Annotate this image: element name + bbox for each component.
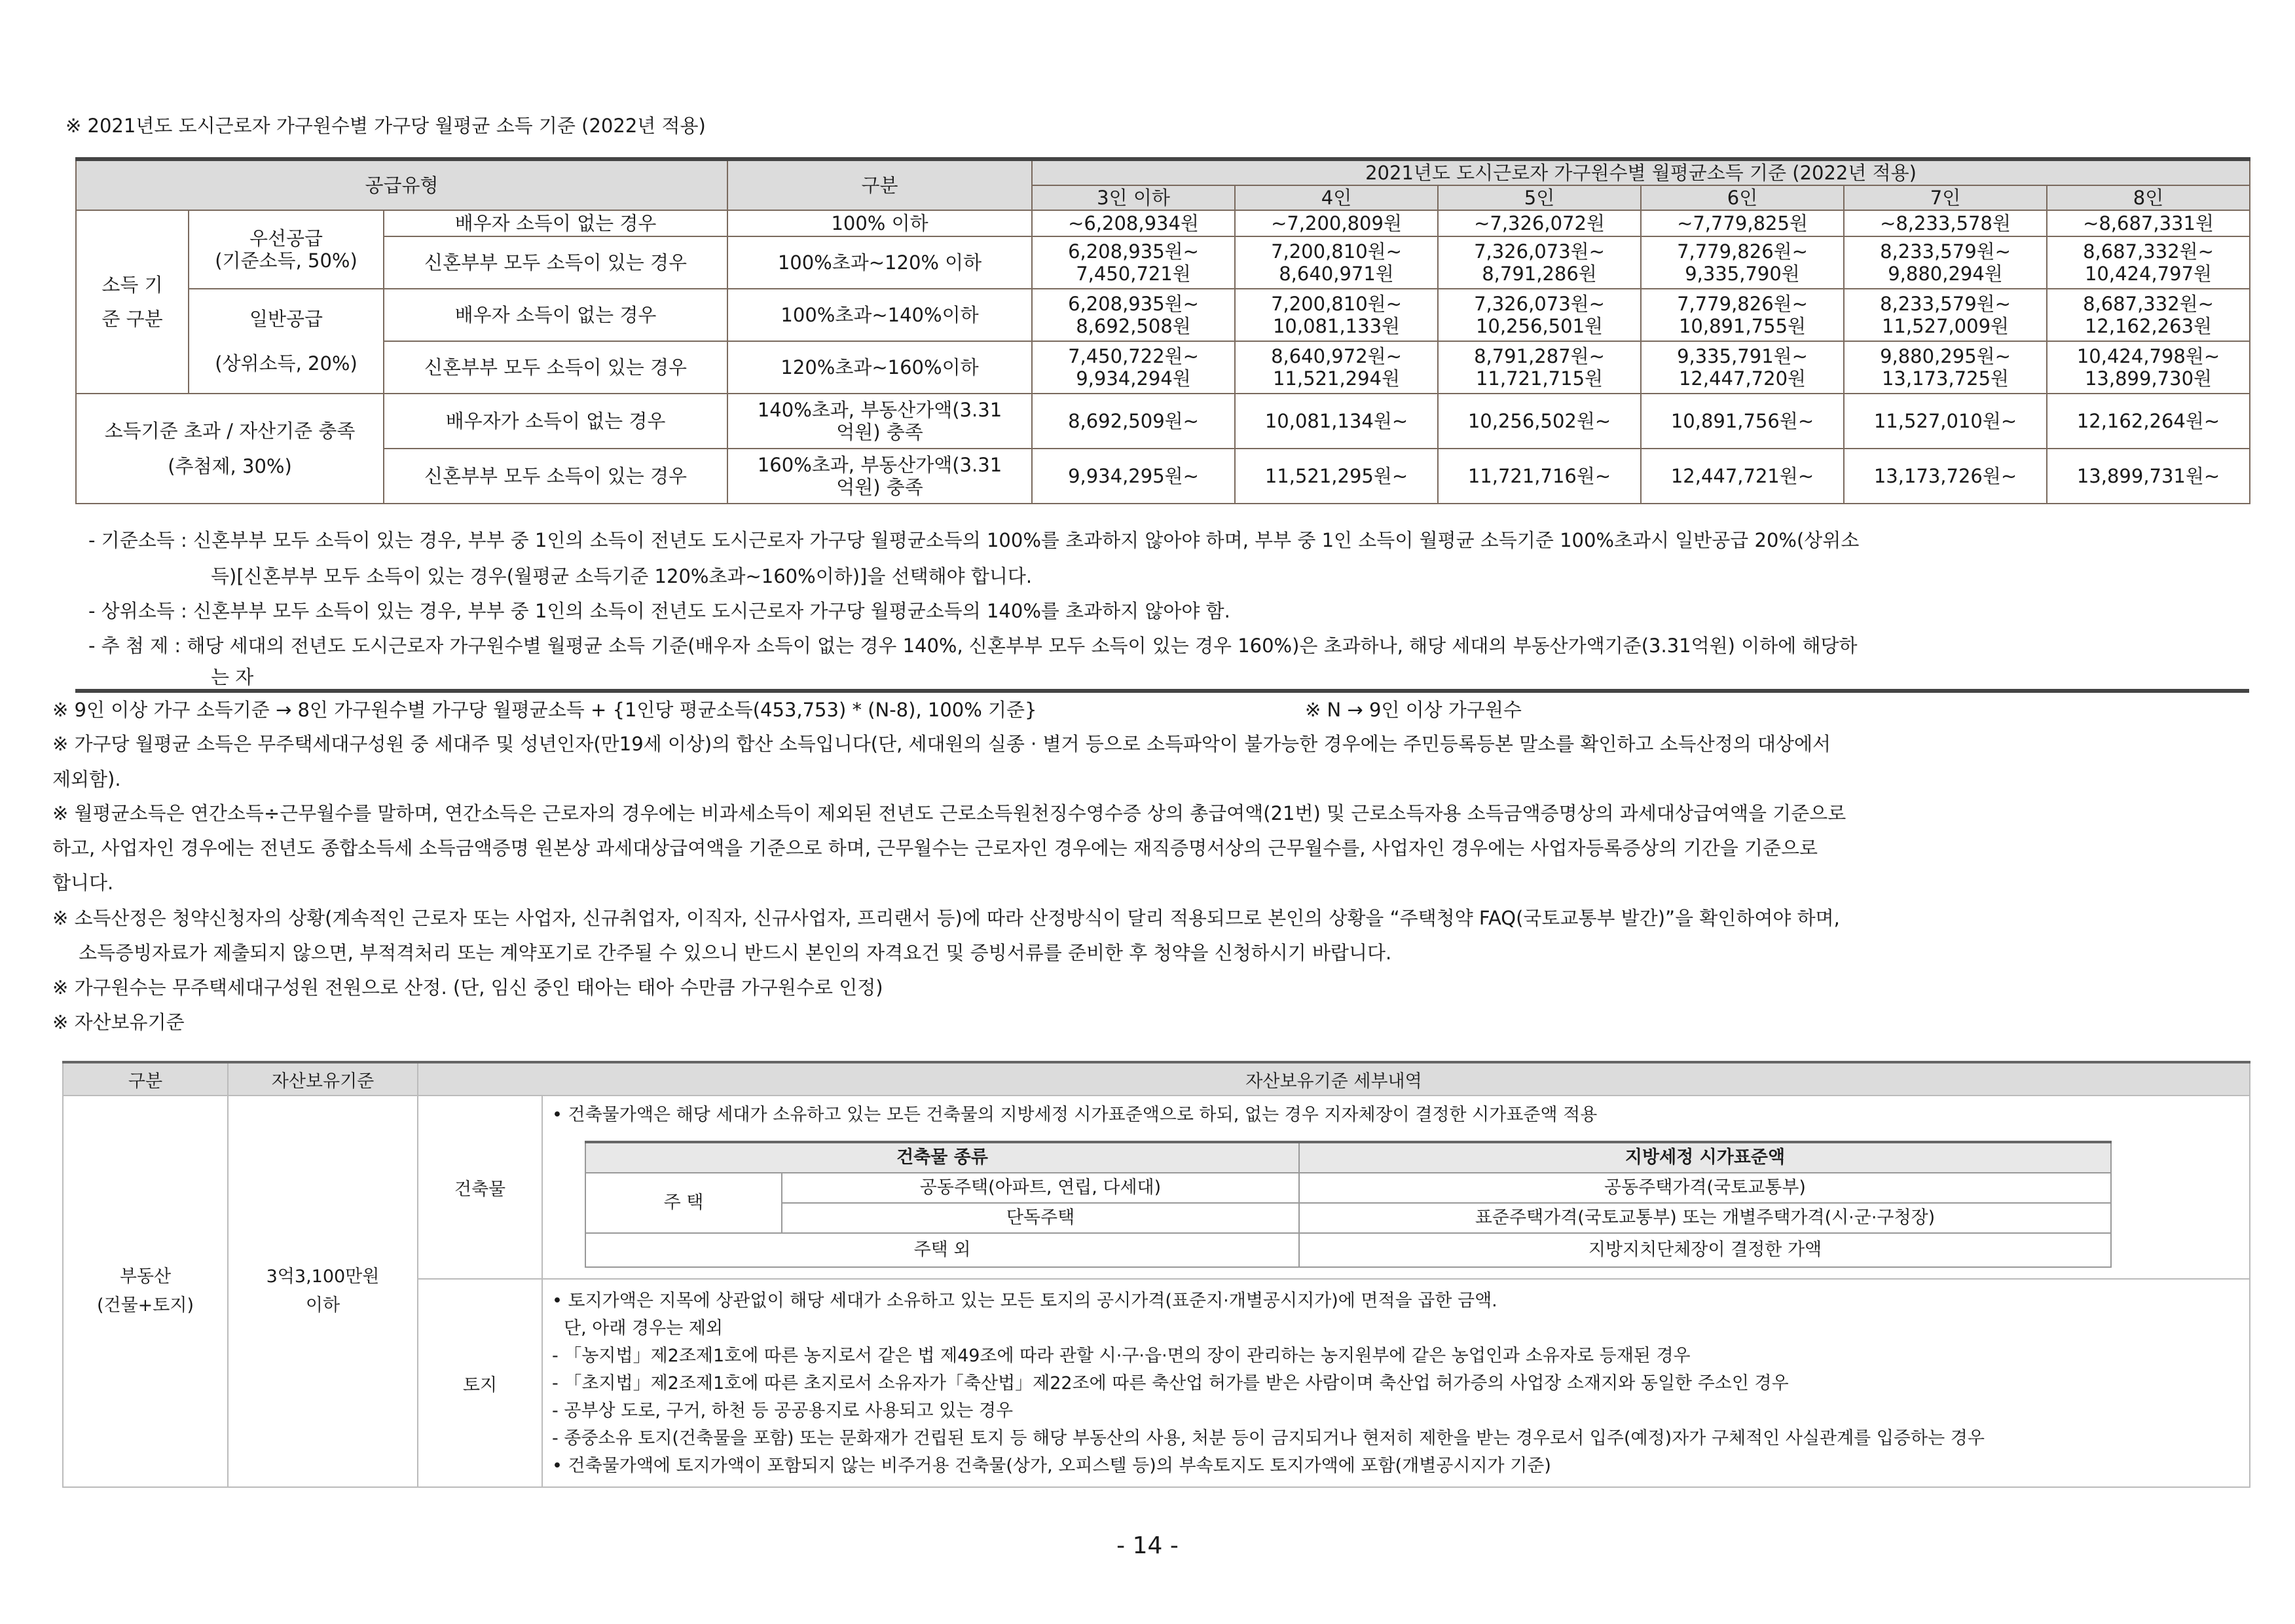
note-asset-heading: ※ 자산보유기준 <box>52 1011 185 1033</box>
detached-type: 단독주택 <box>782 1203 1299 1233</box>
cell-value: 8,687,332원~ 10,424,797원 <box>2047 236 2250 289</box>
col-header: 8인 <box>2047 185 2250 210</box>
inner-header-type: 건축물 종류 <box>585 1142 1299 1173</box>
general-supply: 일반공급 (상위소득, 20%) <box>189 289 384 394</box>
land-line: - 종중소유 토지(건축물을 포함) 또는 문화재가 건립된 토지 등 해당 부동산의 사용, 처분 등이 금지되거나 현저히 제한을 받는 경우로서 입주(예정)자가 구체적인 사실관계를 입증하는 경우 <box>552 1428 1985 1449</box>
land-line: • 토지가액은 지목에 상관없이 해당 세대가 소유하고 있는 모든 토지의 공시가격(표준지·개별공시지가)에 면적을 곱한 금액. <box>552 1291 1497 1311</box>
note-monthly-income-cont: 하고, 사업자인 경우에는 전년도 종합소득세 소득금액증명 원본상 과세대상급여액을 기준으로 하며, 근무월수는 근로자인 경우에는 재직증명서상의 근무월수를, 사업자인 경우에는 사업자등록증상의 기간을 기준으로 <box>52 837 1818 859</box>
page-number: - 14 - <box>1116 1532 1179 1559</box>
real-estate-label: 부동산 (건물+토지) <box>63 1096 228 1487</box>
land-line: 단, 아래 경우는 제외 <box>564 1318 723 1338</box>
col-header: 3인 이하 <box>1032 185 1235 210</box>
row-type: 신혼부부 모두 소득이 있는 경우 <box>384 449 727 504</box>
building-type-table <box>585 1141 2112 1268</box>
def-basic-income: - 기준소득 : 신혼부부 모두 소득이 있는 경우, 부부 중 1인의 소득이 전년도 도시근로자 가구당 월평균소득의 100%를 초과하지 않아야 하며, 부부 중 1인 소득이 월평균 소득기준 100%초과시 일반공급 20%(상위소 <box>88 529 1860 551</box>
cell-value: ~8,233,578원 <box>1844 210 2047 236</box>
cell-value: 13,899,731원~ <box>2047 449 2250 504</box>
row-type: 배우자 소득이 없는 경우 <box>384 210 727 236</box>
land-line: - 「농지법」제2조제1호에 따른 농지로서 같은 법 제49조에 따라 관할 시·구·읍·면의 장이 관리하는 농지원부에 같은 농업인과 소유자로 등재된 경우 <box>552 1346 1691 1366</box>
col-header: 5인 <box>1438 185 1641 210</box>
cell-value: 9,934,295원~ <box>1032 449 1235 504</box>
col-header: 4인 <box>1235 185 1438 210</box>
cell-value: 8,692,509원~ <box>1032 394 1235 449</box>
cell-value: 7,779,826원~ 9,335,790원 <box>1641 236 1844 289</box>
detached-value: 표준주택가격(국토교통부) 또는 개별주택가격(시·군·구청장) <box>1299 1203 2111 1233</box>
cell-value: ~6,208,934원 <box>1032 210 1235 236</box>
asset-table <box>62 1061 2250 1488</box>
cell-value: 7,200,810원~ 8,640,971원 <box>1235 236 1438 289</box>
cell-value: 6,208,935원~ 8,692,508원 <box>1032 289 1235 341</box>
cell-value: 7,200,810원~ 10,081,133원 <box>1235 289 1438 341</box>
header-supply-type: 공급유형 <box>76 159 727 210</box>
cell-value: 7,779,826원~ 10,891,755원 <box>1641 289 1844 341</box>
cell-value: 11,721,716원~ <box>1438 449 1641 504</box>
cell-value: 8,640,972원~ 11,521,294원 <box>1235 341 1438 394</box>
cell-value: 9,335,791원~ 12,447,720원 <box>1641 341 1844 394</box>
cell-value: 7,326,073원~ 8,791,286원 <box>1438 236 1641 289</box>
cell-value: 8,233,579원~ 9,880,294원 <box>1844 236 2047 289</box>
land-line: • 건축물가액에 토지가액이 포함되지 않는 비주거용 건축물(상가, 오피스텔 등)의 부속토지도 토지가액에 포함(개별공시지가 기준) <box>552 1456 1551 1476</box>
row-range: 140%초과, 부동산가액(3.31억원) 충족 <box>727 394 1032 449</box>
building-detail <box>542 1096 2250 1279</box>
cell-value: 10,081,134원~ <box>1235 394 1438 449</box>
note-monthly-income: ※ 월평균소득은 연간소득÷근무월수를 말하며, 연간소득은 근로자의 경우에는 비과세소득이 제외된 전년도 근로소득원천징수영수증 상의 총급여액(21번) 및 근로소득자용 소득금액증명상의 과세대상급여액을 기준으로 <box>52 802 1846 824</box>
cell-value: 13,173,726원~ <box>1844 449 2047 504</box>
asset-header-standard: 자산보유기준 <box>228 1062 418 1096</box>
note-monthly-income-end: 합니다. <box>52 872 114 894</box>
cell-value: 8,791,287원~ 11,721,715원 <box>1438 341 1641 394</box>
def-upper-income: - 상위소득 : 신혼부부 모두 소득이 있는 경우, 부부 중 1인의 소득이 전년도 도시근로자 가구당 월평균소득의 140%를 초과하지 않아야 함. <box>88 600 1230 622</box>
cell-value: 12,447,721원~ <box>1641 449 1844 504</box>
apartment-value: 공동주택가격(국토교통부) <box>1299 1173 2111 1203</box>
note-n-def: ※ N → 9인 이상 가구원수 <box>1305 699 1522 721</box>
col-header: 6인 <box>1641 185 1844 210</box>
cell-value: 8,233,579원~ 11,527,009원 <box>1844 289 2047 341</box>
row-range: 120%초과~160%이하 <box>727 341 1032 394</box>
note-household-income: ※ 가구당 월평균 소득은 무주택세대구성원 중 세대주 및 성년인자(만19세 이상)의 합산 소득입니다(단, 세대원의 실종 · 별거 등으로 소득파악이 불가능한 경우에는 주민등록등본 말소를 확인하고 소득산정의 대상에서 <box>52 733 1831 755</box>
cell-value: 9,880,295원~ 13,173,725원 <box>1844 341 2047 394</box>
note-nine-plus: ※ 9인 이상 가구 소득기준 → 8인 가구원수별 가구당 월평균소득 + {1인당 평균소득(453,753) * (N-8), 100% 기준} <box>52 699 1037 721</box>
asset-header-detail: 자산보유기준 세부내역 <box>418 1062 2250 1096</box>
note-income-calc: ※ 소득산정은 청약신청자의 상황(계속적인 근로자 또는 사업자, 신규취업자, 이직자, 신규사업자, 프리랜서 등)에 따라 산정방식이 달리 적용되므로 본인의 상황을 “주택청약 FAQ(국토교통부 발간)”을 확인하여야 하며, <box>52 907 1840 929</box>
cell-value: 7,326,073원~ 10,256,501원 <box>1438 289 1641 341</box>
cell-value: 6,208,935원~ 7,450,721원 <box>1032 236 1235 289</box>
note-household-income-cont: 제외함). <box>52 768 121 790</box>
header-category: 구분 <box>727 159 1032 210</box>
cell-value: 10,891,756원~ <box>1641 394 1844 449</box>
lottery-label: 소득기준 초과 / 자산기준 충족 (추첨제, 30%) <box>76 394 384 504</box>
land-line: - 「초지법」제2조제1호에 따른 초지로서 소유자가「축산법」제22조에 따른 축산업 허가를 받은 사람이며 축산업 허가증의 사업장 소재지와 동일한 주소인 경우 <box>552 1373 1789 1393</box>
def-basic-income-cont: 득)[신혼부부 모두 소득이 있는 경우(월평균 소득기준 120%초과~160%이하)]을 선택해야 합니다. <box>211 565 1033 587</box>
non-housing-type: 주택 외 <box>585 1233 1299 1267</box>
housing-label: 주 택 <box>585 1173 782 1233</box>
cell-value: 11,527,010원~ <box>1844 394 2047 449</box>
note-household-count: ※ 가구원수는 무주택세대구성원 전원으로 산정. (단, 임신 중인 태아는 태아 수만큼 가구원수로 인정) <box>52 976 883 999</box>
cell-value: 7,450,722원~ 9,934,294원 <box>1032 341 1235 394</box>
building-desc: • 건축물가액은 해당 세대가 소유하고 있는 모든 건축물의 지방세정 시가표준액으로 하되, 없는 경우 지자체장이 결정한 시가표준액 적용 <box>552 1105 1598 1125</box>
asset-header-category: 구분 <box>63 1062 228 1096</box>
row-type: 신혼부부 모두 소득이 있는 경우 <box>384 236 727 289</box>
row-range: 160%초과, 부동산가액(3.31억원) 충족 <box>727 449 1032 504</box>
divider <box>75 689 2249 693</box>
income-table <box>75 157 2250 504</box>
cell-value: 11,521,295원~ <box>1235 449 1438 504</box>
row-range: 100% 이하 <box>727 210 1032 236</box>
cell-value: 10,424,798원~ 13,899,730원 <box>2047 341 2250 394</box>
apartment-type: 공동주택(아파트, 연립, 다세대) <box>782 1173 1299 1203</box>
def-lottery: - 추 첨 제 : 해당 세대의 전년도 도시근로자 가구원수별 월평균 소득 기준(배우자 소득이 없는 경우 140%, 신혼부부 모두 소득이 있는 경우 160%)은 초과하나, 해당 세대의 부동산가액기준(3.31억원) 이하에 해당하 <box>88 635 1858 657</box>
cell-value: 10,256,502원~ <box>1438 394 1641 449</box>
cell-value: 8,687,332원~ 12,162,263원 <box>2047 289 2250 341</box>
row-range: 100%초과~140%이하 <box>727 289 1032 341</box>
col-header: 7인 <box>1844 185 2047 210</box>
asset-standard: 3억3,100만원 이하 <box>228 1096 418 1487</box>
land-label: 토지 <box>418 1279 542 1487</box>
def-lottery-cont: 는 자 <box>211 666 254 688</box>
cell-value: ~7,326,072원 <box>1438 210 1641 236</box>
section-title: ※ 2021년도 도시근로자 가구원수별 가구당 월평균 소득 기준 (2022년 적용) <box>65 115 706 137</box>
inner-header-value: 지방세정 시가표준액 <box>1299 1142 2111 1173</box>
cell-value: 12,162,264원~ <box>2047 394 2250 449</box>
priority-supply: 우선공급 (기준소득, 50%) <box>189 210 384 289</box>
income-basis-label: 소득 기준 구분 <box>76 210 189 394</box>
building-label: 건축물 <box>418 1096 542 1279</box>
land-line: - 공부상 도로, 구거, 하천 등 공공용지로 사용되고 있는 경우 <box>552 1401 1014 1421</box>
land-detail <box>542 1279 2250 1487</box>
row-type: 배우자가 소득이 없는 경우 <box>384 394 727 449</box>
header-income-group: 2021년도 도시근로자 가구원수별 월평균소득 기준 (2022년 적용) <box>1032 159 2250 185</box>
non-housing-value: 지방지치단체장이 결정한 가액 <box>1299 1233 2111 1267</box>
row-type: 배우자 소득이 없는 경우 <box>384 289 727 341</box>
row-range: 100%초과~120% 이하 <box>727 236 1032 289</box>
cell-value: ~7,200,809원 <box>1235 210 1438 236</box>
row-type: 신혼부부 모두 소득이 있는 경우 <box>384 341 727 394</box>
cell-value: ~8,687,331원 <box>2047 210 2250 236</box>
cell-value: ~7,779,825원 <box>1641 210 1844 236</box>
note-income-calc-cont: 소득증빙자료가 제출되지 않으면, 부적격처리 또는 계약포기로 간주될 수 있으니 반드시 본인의 자격요건 및 증빙서류를 준비한 후 청약을 신청하시기 바랍니다. <box>79 942 1392 964</box>
